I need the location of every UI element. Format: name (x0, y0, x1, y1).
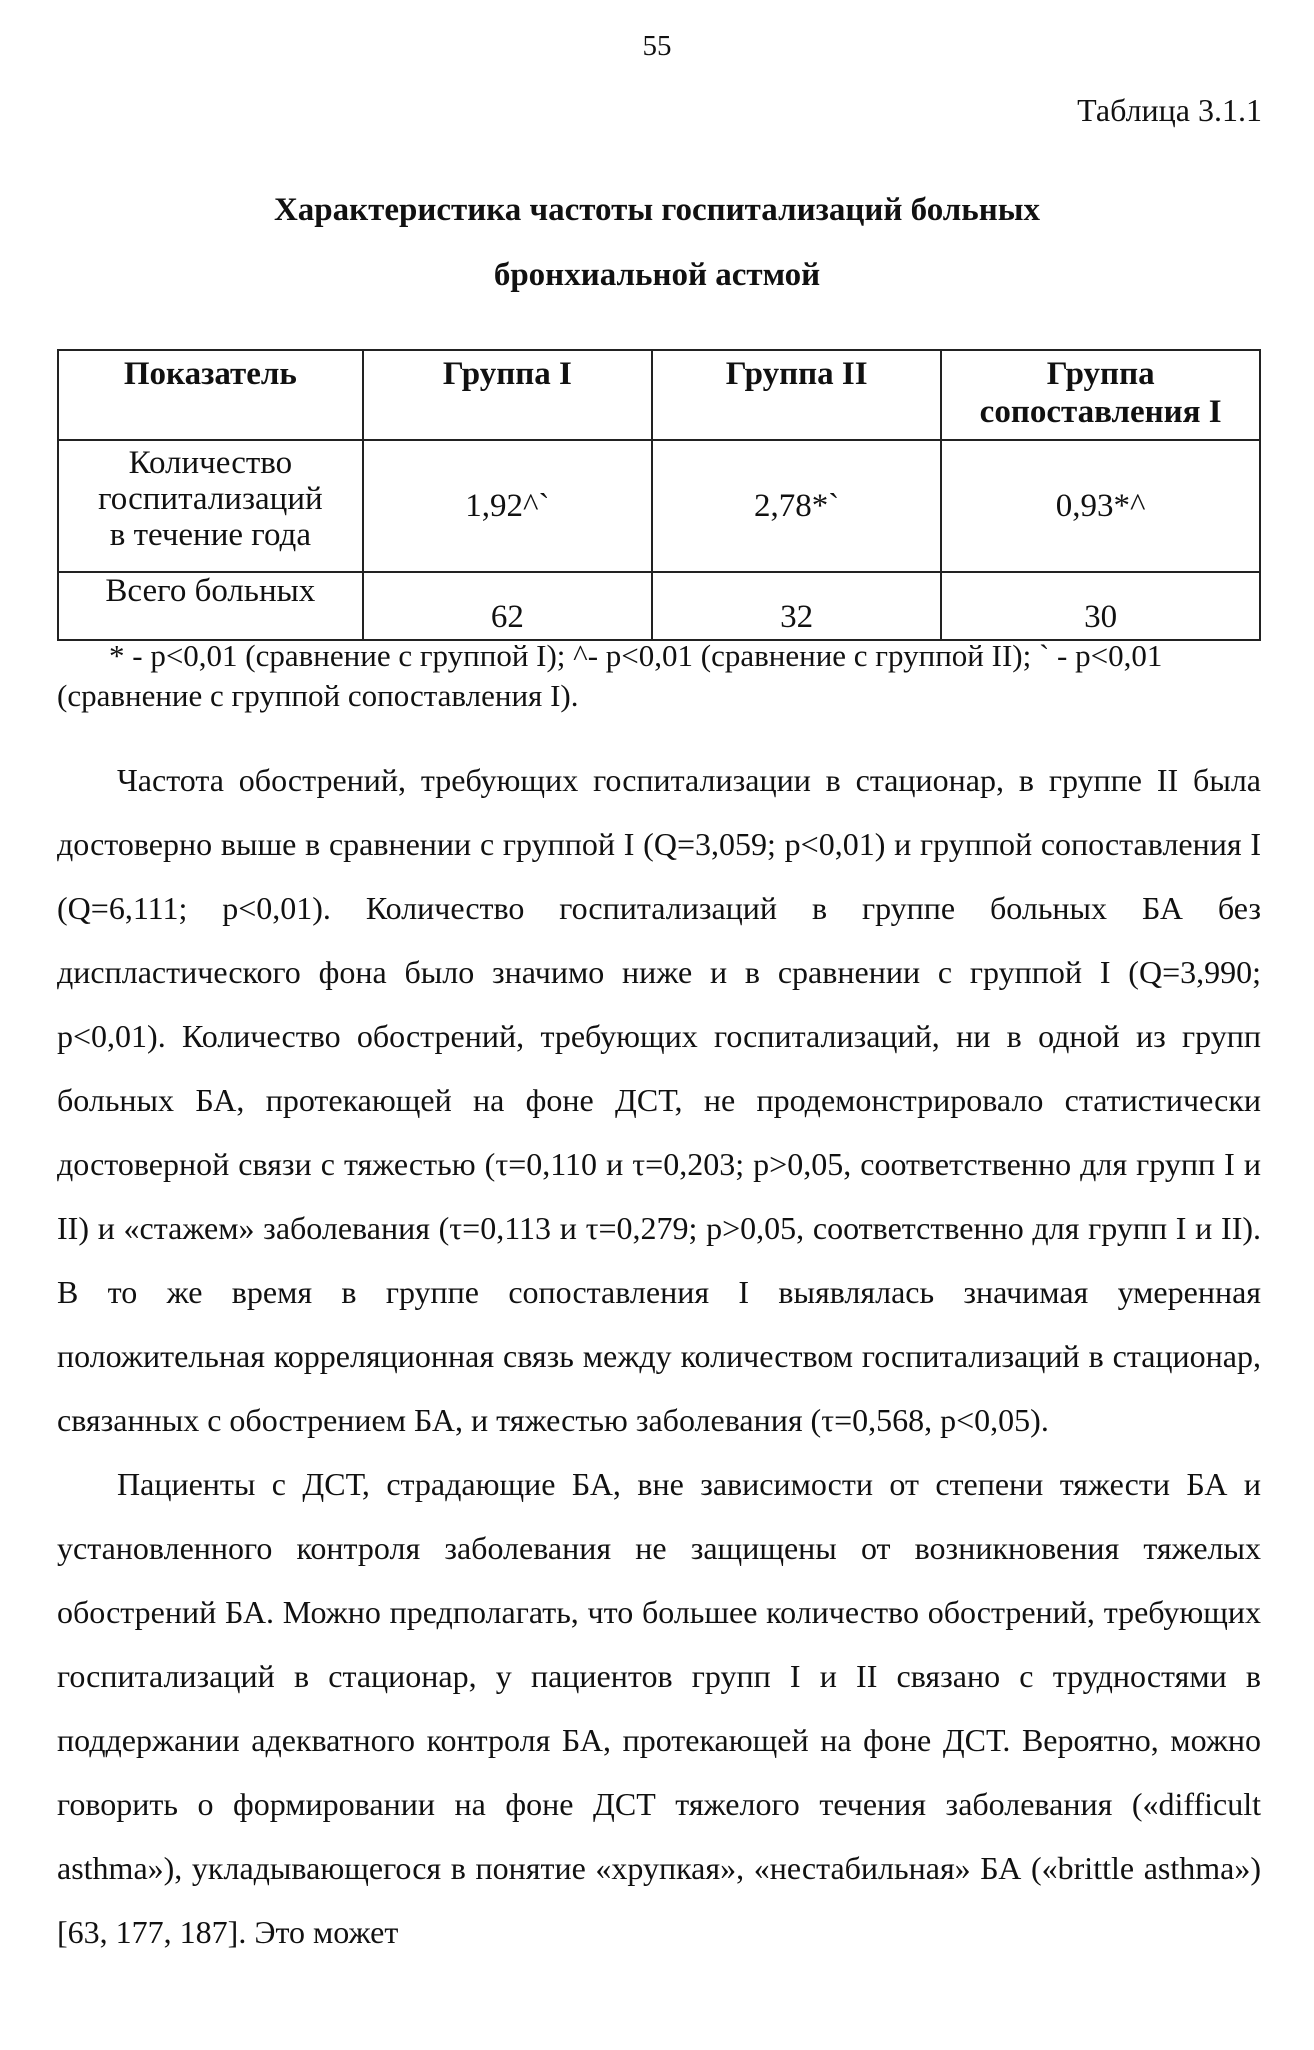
table-caption-line-2: бронхиальной астмой (493, 257, 821, 293)
cell-group-1: 62 (363, 572, 652, 640)
row-label-line: Количество (128, 445, 293, 481)
row-label-line: госпитализаций (98, 481, 323, 517)
table-row (58, 572, 1260, 640)
table-caption (0, 178, 1314, 308)
page-number: 55 (642, 30, 672, 62)
table-caption-line-1: Характеристика частоты госпитализаций больных (273, 192, 1041, 228)
table-header-row (58, 350, 1260, 440)
row-label (58, 440, 363, 572)
header-indicator: Показатель (58, 350, 363, 440)
cell-group-1: 1,92^` (363, 440, 652, 572)
cell-group-2: 32 (652, 572, 941, 640)
hospitalization-table (57, 349, 1261, 641)
header-comparison-line-2: сопоставления I (979, 394, 1222, 430)
header-comparison-line-1: Группа (1046, 356, 1155, 392)
table-footnote: * - p<0,01 (сравнение с группой I); ^- p<0,01 (сравнение с группой II); ` - p<0,01 (сравнение с группой сопоставления I). (57, 638, 1163, 713)
body-text (57, 748, 1261, 1964)
cell-group-2: 2,78*` (652, 440, 941, 572)
paragraph: Пациенты с ДСТ, страдающие БА, вне зависимости от степени тяжести БА и установленного контроля заболевания не защищены от возникновения тяжелых обострений БА. Можно предполагать, что большее количество обострений, требующих госпитализаций в стационар, у пациентов групп I и II связано с трудностями в поддержании адекватного контроля БА, протекающей на фоне ДСТ. Вероятно, можно говорить о формировании на фоне ДСТ тяжелого течения заболевания («difficult asthma»), укладывающегося в понятие «хрупкая», «нестабильная» БА («brittle asthma») [63, 177, 187]. Это может (57, 1466, 1261, 1950)
paragraph: Частота обострений, требующих госпитализации в стационар, в группе II была достоверно выше в сравнении с группой I (Q=3,059; p<0,01) и группой сопоставления I (Q=6,111; p<0,01). Количество госпитализаций в группе больных БА без диспластического фона было значимо ниже и в сравнении с группой I (Q=3,990; p<0,01). Количество обострений, требующих госпитализаций, ни в одной из групп больных БА, протекающей на фоне ДСТ, не продемонстрировало статистически достоверной связи с тяжестью (τ=0,110 и τ=0,203; p>0,05, соответственно для групп I и II) и «стажем» заболевания (τ=0,113 и τ=0,279; p>0,05, соответственно для групп I и II). В то же время в группе сопоставления I выявлялась значимая умеренная положительная корреляционная связь между количеством госпитализаций в стационар, связанных с обострением БА, и тяжестью заболевания (τ=0,568, p<0,05). (57, 762, 1261, 1438)
header-comparison-group (941, 350, 1260, 440)
row-label-line: Всего больных (105, 573, 316, 609)
header-group-2: Группа II (652, 350, 941, 440)
header-group-1: Группа I (363, 350, 652, 440)
cell-comparison: 0,93*^ (941, 440, 1260, 572)
table-row (58, 440, 1260, 572)
row-label-line: в течение года (109, 517, 311, 553)
row-label (58, 572, 363, 640)
table-label: Таблица 3.1.1 (1077, 92, 1262, 128)
cell-comparison: 30 (941, 572, 1260, 640)
